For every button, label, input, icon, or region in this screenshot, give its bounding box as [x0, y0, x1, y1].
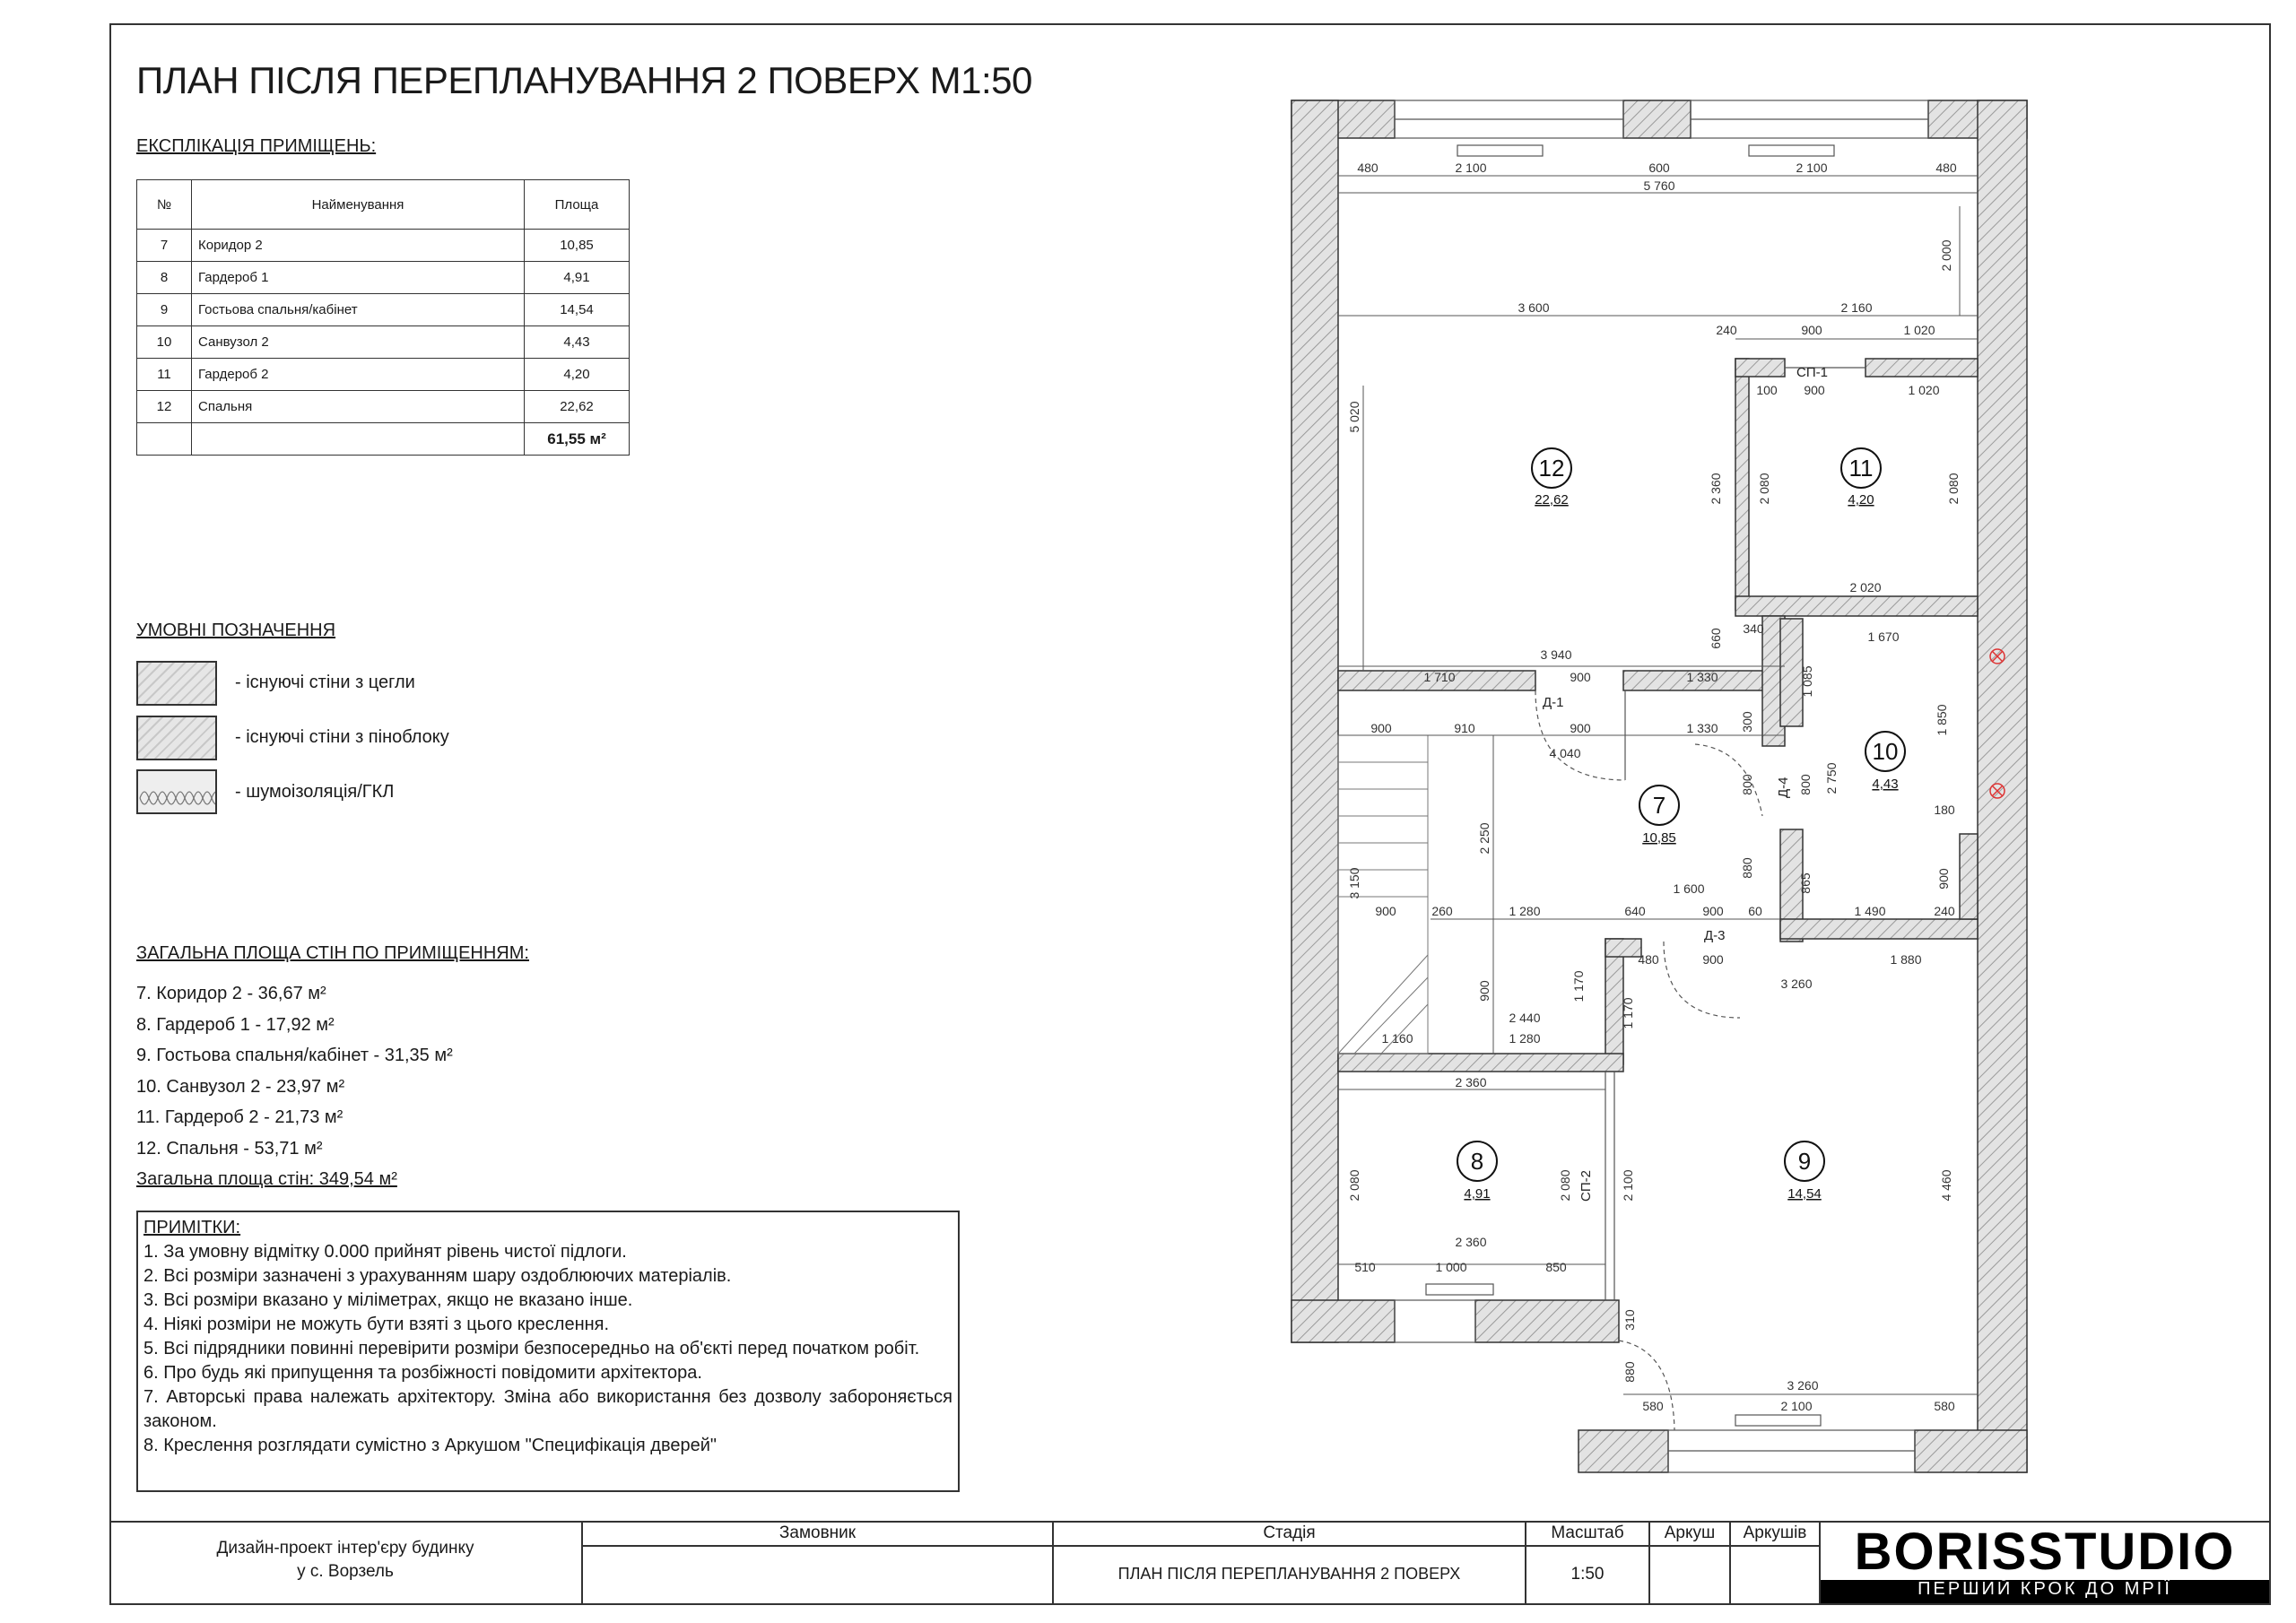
- dim-value: 1 020: [1903, 323, 1935, 337]
- dim-value: 2 020: [1849, 580, 1882, 595]
- row-area: 10,85: [525, 230, 630, 262]
- dim-value: 2 100: [1455, 161, 1487, 175]
- row-area: 4,91: [525, 262, 630, 294]
- legend-brick-label: - існуючі стіни з цегли: [235, 673, 415, 692]
- row-no: 10: [137, 326, 192, 359]
- radiator: [1735, 1415, 1821, 1426]
- notes-heading: ПРИМІТКИ:: [144, 1218, 241, 1237]
- dim-value: 900: [1570, 670, 1591, 684]
- note-item: 1. За умовну відмітку 0.000 прийнят рівень чистої підлоги.: [144, 1242, 627, 1262]
- dim-value: 1 020: [1908, 383, 1940, 397]
- room-area: 4,43: [1872, 777, 1899, 792]
- dim-value: 900: [1702, 952, 1724, 967]
- dim-value: 900: [1936, 868, 1951, 890]
- row-name: Гостьова спальня/кабінет: [192, 294, 525, 326]
- list-item: 8. Гардероб 1 - 17,92 м²: [136, 1014, 335, 1035]
- room-number: 7: [1652, 792, 1666, 819]
- note-item: 4. Ніякі розміри не можуть бути взяті з цього креслення.: [144, 1315, 610, 1334]
- dim-value: 900: [1477, 980, 1492, 1002]
- dim-value: 900: [1570, 721, 1591, 735]
- dim-value: 580: [1934, 1399, 1955, 1413]
- dim-value: 850: [1545, 1260, 1567, 1274]
- dim-value: 5 760: [1643, 178, 1675, 193]
- note-item: 2. Всі розміри зазначені з урахуванням шару оздоблюючих матеріалів.: [144, 1266, 732, 1286]
- table-header-row: [137, 180, 630, 230]
- room-number: 11: [1848, 455, 1874, 482]
- dim-value: 865: [1798, 872, 1813, 894]
- dim-value: 2 440: [1509, 1011, 1541, 1025]
- logo-slogan: ПЕРШИЙ КРОК ДО МРІЇ: [1918, 1579, 2172, 1599]
- dim-value: 260: [1431, 904, 1453, 918]
- room-area: 22,62: [1535, 492, 1569, 508]
- table-row: [137, 326, 630, 359]
- sheet-name: ПЛАН ПІСЛЯ ПЕРЕПЛАНУВАННЯ 2 ПОВЕРХ: [1118, 1565, 1461, 1583]
- dim-value: 3 260: [1787, 1378, 1819, 1393]
- insulation-pattern-icon: [138, 771, 215, 812]
- table-row: [137, 294, 630, 326]
- dim-value: 800: [1740, 774, 1754, 795]
- door-labels: [1543, 365, 1828, 1202]
- col-header-area: Площа: [525, 180, 630, 230]
- door-label: Д-4: [1776, 777, 1791, 798]
- wall: [1623, 100, 1691, 138]
- explication-table: [136, 179, 630, 456]
- dim-value: 1 710: [1423, 670, 1456, 684]
- wall: [1915, 1430, 2027, 1472]
- sheets-label: Аркушів: [1743, 1523, 1807, 1542]
- row-no: 12: [137, 391, 192, 423]
- room-area: 4,20: [1848, 492, 1874, 508]
- dim-value: 310: [1622, 1309, 1637, 1331]
- studio-logo: [1821, 1524, 2269, 1603]
- project-name-line2: у с. Ворзель: [297, 1562, 394, 1581]
- col-header-no: №: [137, 180, 192, 230]
- dim-value: 1 880: [1890, 952, 1922, 967]
- row-area: 4,20: [525, 359, 630, 391]
- door-label: СП-2: [1578, 1170, 1594, 1202]
- dim-value: 2 160: [1840, 300, 1873, 315]
- note-item: 5. Всі підрядники повинні перевірити розміри безпосередньо на об'єкті перед початком робіт.: [144, 1339, 920, 1358]
- dim-value: 640: [1624, 904, 1646, 918]
- dim-value: 1 280: [1509, 904, 1541, 918]
- wall: [1292, 1300, 1395, 1342]
- room-number: 8: [1470, 1148, 1484, 1175]
- foam-block-wall-swatch: [136, 716, 217, 760]
- dim-value: 480: [1638, 952, 1659, 967]
- radiator: [1426, 1284, 1493, 1295]
- table-row: [137, 230, 630, 262]
- row-area: 14,54: [525, 294, 630, 326]
- note-item: 6. Про будь які припущення та розбіжності повідомити архітектора.: [144, 1363, 702, 1383]
- dim-value: 3 150: [1347, 867, 1361, 899]
- insulation-swatch: [136, 769, 217, 814]
- dim-value: 580: [1642, 1399, 1664, 1413]
- explication-heading: ЕКСПЛІКАЦІЯ ПРИМІЩЕНЬ:: [136, 136, 377, 156]
- dim-value: 1 000: [1435, 1260, 1467, 1274]
- row-name: Санвузол 2: [192, 326, 525, 359]
- table-row: [137, 391, 630, 423]
- dim-value: 2 100: [1796, 161, 1828, 175]
- row-no: 9: [137, 294, 192, 326]
- dim-value: 2 250: [1477, 822, 1492, 855]
- dim-value: 2 080: [1558, 1169, 1572, 1202]
- room-number: 9: [1797, 1148, 1812, 1175]
- logo-name: BORISSTUDIO: [1821, 1524, 2269, 1580]
- scale-label: Масштаб: [1551, 1523, 1624, 1542]
- dim-value: 2 080: [1757, 473, 1771, 505]
- dim-value: 900: [1375, 904, 1396, 918]
- dim-value: 4 460: [1939, 1169, 1953, 1202]
- note-item: 3. Всі розміри вказано у міліметрах, якщо не вказано інше.: [144, 1290, 633, 1310]
- row-name: Гардероб 2: [192, 359, 525, 391]
- row-no: 7: [137, 230, 192, 262]
- dim-value: 3 260: [1780, 976, 1813, 991]
- wall: [1605, 939, 1641, 957]
- dim-value: 2 750: [1824, 762, 1839, 794]
- dim-value: 5 020: [1347, 401, 1361, 433]
- room-area: 10,85: [1642, 830, 1676, 846]
- dim-value: 660: [1709, 628, 1723, 649]
- list-item: 10. Санвузол 2 - 23,97 м²: [136, 1076, 345, 1097]
- table-row: [137, 359, 630, 391]
- dim-value: 1 330: [1686, 670, 1718, 684]
- dim-value: 2 360: [1455, 1235, 1487, 1249]
- room-number: 10: [1872, 738, 1899, 765]
- dim-value: 2 100: [1780, 1399, 1813, 1413]
- project-name-line1: Дизайн-проект інтер'єру будинку: [216, 1539, 474, 1558]
- legend-insulation-label: - шумоізоляція/ГКЛ: [235, 782, 395, 802]
- room-markers: [1457, 448, 1905, 1202]
- wall: [1735, 359, 1749, 610]
- row-name: Гардероб 1: [192, 262, 525, 294]
- dim-value: 880: [1622, 1361, 1637, 1383]
- note-item: 7. Авторські права належать архітектору. Зміна або використання без дозволу забороняється законом.: [144, 1387, 952, 1431]
- wall: [1735, 596, 1978, 616]
- wall: [1578, 1430, 1668, 1472]
- dim-value: 2 080: [1946, 473, 1961, 505]
- radiator: [1457, 145, 1543, 156]
- table-total-row: [137, 423, 630, 456]
- wall-areas-total: Загальна площа стін: 349,54 м²: [136, 1169, 397, 1189]
- wall: [1866, 359, 1978, 377]
- table-row: [137, 262, 630, 294]
- row-area: 22,62: [525, 391, 630, 423]
- customer-label: Замовник: [778, 1523, 857, 1542]
- doors: [1535, 368, 1866, 1430]
- wall: [1338, 1054, 1623, 1072]
- dim-value: 300: [1740, 711, 1754, 733]
- dim-value: 3 600: [1518, 300, 1550, 315]
- row-name: Спальня: [192, 391, 525, 423]
- radiator: [1749, 145, 1834, 156]
- dim-value: 1 600: [1673, 881, 1705, 896]
- list-item: 9. Гостьова спальня/кабінет - 31,35 м²: [136, 1046, 453, 1065]
- dim-value: 1 280: [1509, 1031, 1541, 1046]
- drawing-title: ПЛАН ПІСЛЯ ПЕРЕПЛАНУВАННЯ 2 ПОВЕРХ М1:50: [136, 59, 1032, 101]
- dim-value: 2 100: [1621, 1169, 1635, 1202]
- dim-value: 4 040: [1549, 746, 1581, 760]
- door-label: Д-1: [1543, 695, 1564, 710]
- dim-value: 480: [1935, 161, 1957, 175]
- door-label: Д-3: [1704, 928, 1726, 943]
- wall: [1780, 919, 1978, 939]
- dim-value: 1 160: [1381, 1031, 1413, 1046]
- dim-value: 800: [1798, 774, 1813, 795]
- dim-value: 3 940: [1540, 647, 1572, 662]
- legend-foam-label: - існуючі стіни з піноблоку: [235, 727, 449, 747]
- wall-areas-heading: ЗАГАЛЬНА ПЛОЩА СТІН ПО ПРИМІЩЕННЯМ:: [136, 943, 529, 963]
- wall: [1475, 1300, 1619, 1342]
- dim-value: 180: [1934, 803, 1955, 817]
- dim-value: 2 360: [1709, 473, 1723, 505]
- dim-value: 910: [1454, 721, 1475, 735]
- dim-value: 60: [1748, 904, 1762, 918]
- notes-box: [136, 1211, 960, 1492]
- stage-label: Стадія: [1263, 1523, 1316, 1542]
- dim-value: 510: [1354, 1260, 1376, 1274]
- dim-value: 100: [1756, 383, 1778, 397]
- scale-value: 1:50: [1570, 1565, 1605, 1584]
- room-area: 4,91: [1464, 1186, 1491, 1202]
- dim-value: 2 360: [1455, 1075, 1487, 1089]
- dim-value: 900: [1370, 721, 1392, 735]
- dim-value: 1 850: [1935, 704, 1949, 736]
- door-label: СП-1: [1796, 365, 1828, 380]
- dim-value: 2 000: [1939, 239, 1953, 272]
- dim-value: 480: [1357, 161, 1378, 175]
- list-item: 12. Спальня - 53,71 м²: [136, 1138, 323, 1159]
- row-no: 8: [137, 262, 192, 294]
- wall: [1735, 359, 1785, 377]
- note-item: 8. Креслення розглядати сумістно з Аркушом "Специфікація дверей": [144, 1436, 718, 1455]
- floor-plan: [1256, 90, 2152, 1488]
- dim-value: 340: [1743, 621, 1764, 636]
- dim-value: 240: [1934, 904, 1955, 918]
- wall: [1960, 834, 1978, 919]
- dim-value: 1 170: [1571, 970, 1586, 1002]
- dim-value: 1 490: [1854, 904, 1886, 918]
- window: [1395, 1300, 1475, 1342]
- list-item: 7. Коридор 2 - 36,67 м²: [136, 984, 326, 1003]
- row-area: 4,43: [525, 326, 630, 359]
- total-area: 61,55 м²: [525, 423, 630, 456]
- dim-value: 1 670: [1867, 629, 1900, 644]
- dim-value: 2 080: [1347, 1169, 1361, 1202]
- brick-wall-swatch: [136, 661, 217, 706]
- sheet-label: Аркуш: [1664, 1523, 1716, 1542]
- row-name: Коридор 2: [192, 230, 525, 262]
- dim-value: 900: [1702, 904, 1724, 918]
- dim-value: 600: [1648, 161, 1670, 175]
- dim-value: 900: [1804, 383, 1825, 397]
- list-item: 11. Гардероб 2 - 21,73 м²: [136, 1107, 344, 1127]
- wall-areas-list: [136, 978, 453, 1195]
- room-area: 14,54: [1787, 1186, 1822, 1202]
- wall: [1292, 100, 1338, 1342]
- dim-value: 240: [1716, 323, 1737, 337]
- dim-value: 900: [1801, 323, 1822, 337]
- legend-heading: УМОВНІ ПОЗНАЧЕННЯ: [136, 621, 336, 640]
- dim-value: 1 330: [1686, 721, 1718, 735]
- dim-value: 1 085: [1800, 665, 1814, 698]
- row-no: 11: [137, 359, 192, 391]
- dim-value: 880: [1740, 857, 1754, 879]
- room-number: 12: [1538, 455, 1565, 482]
- col-header-name: Найменування: [192, 180, 525, 230]
- dim-value: 1 170: [1621, 997, 1635, 1029]
